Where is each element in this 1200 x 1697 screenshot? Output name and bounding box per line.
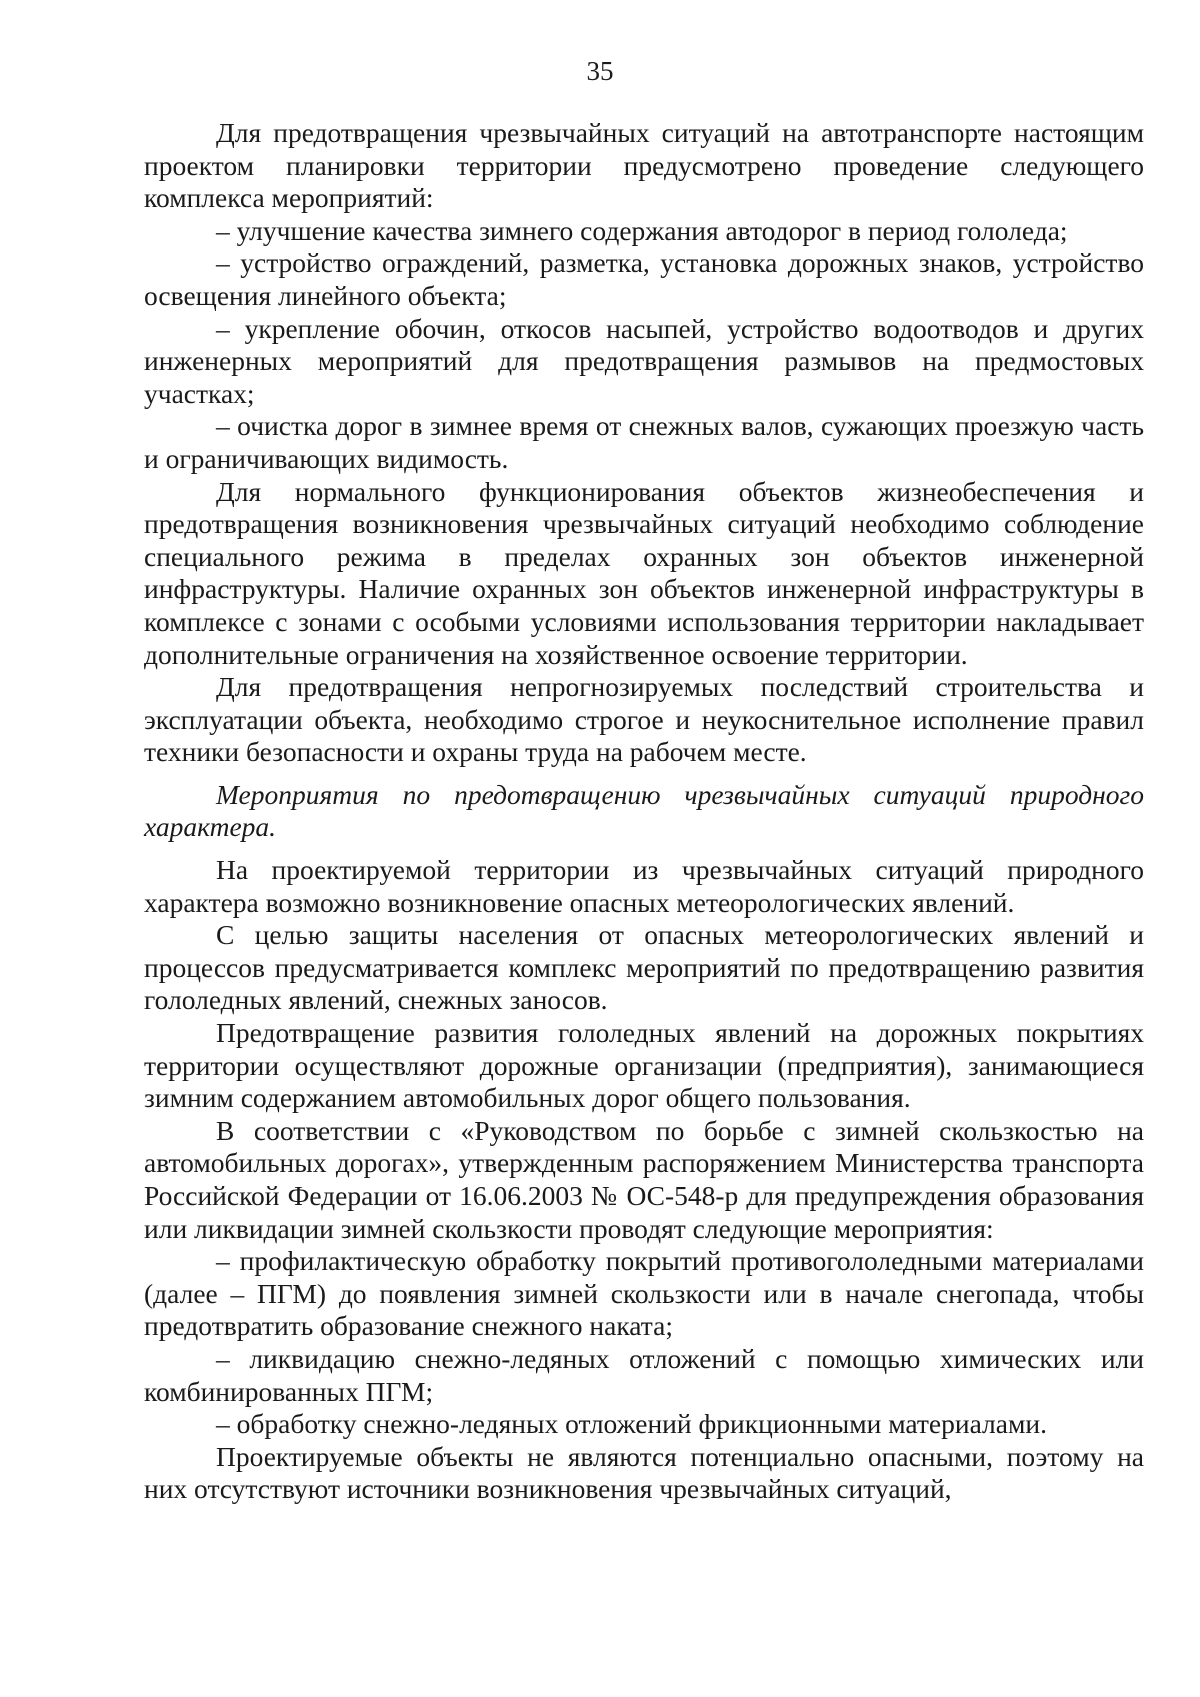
list-item: – профилактическую обработку покрытий противогололедными материалами (далее – ПГМ) до появления зимней скользкости или в начале снегопада, чтобы предотвратить образование снежного наката;: [144, 1245, 1144, 1342]
paragraph: Проектируемые объекты не являются потенциально опасными, поэтому на них отсутствуют источники возникновения чрезвычайных ситуаций,: [144, 1440, 1144, 1505]
document-body: [144, 117, 1144, 1506]
page-number: 35: [586, 56, 614, 86]
paragraph: На проектируемой территории из чрезвычайных ситуаций природного характера возможно возникновение опасных метеорологических явлений.: [144, 854, 1144, 918]
list-item: – улучшение качества зимнего содержания автодорог в период гололеда;: [216, 214, 1068, 246]
paragraph: Для нормального функционирования объектов жизнеобеспечения и предотвращения возникновения чрезвычайных ситуаций необходимо соблюдение специального режима в пределах охранных зон объектов инженерной инфраструктуры. Наличие охранных зон объектов инженерной инфраструктуры в комплексе с зонами с особыми условиями использования территории накладывает дополнительные ограничения на хозяйственное освоение территории.: [144, 475, 1144, 670]
paragraph: Предотвращение развития гололедных явлений на дорожных покрытиях территории осуществляют дорожные организации (предприятия), занимающиеся зимним содержанием автомобильных дорог общего пользования.: [144, 1017, 1144, 1114]
paragraph: С целью защиты населения от опасных метеорологических явлений и процессов предусматривается комплекс мероприятий по предотвращению развития гололедных явлений, снежных заносов.: [144, 919, 1144, 1016]
list-item: – ликвидацию снежно-ледяных отложений с помощью химических или комбинированных ПГМ;: [144, 1342, 1144, 1407]
paragraph: В соответствии с «Руководством по борьбе с зимней скользкостью на автомобильных дорогах», утвержденным распоряжением Министерства транспорта Российской Федерации от 16.06.2003 № ОС-548-р для предупреждения образования или ликвидации зимней скользкости проводят следующие мероприятия:: [144, 1114, 1144, 1244]
list-item: – обработку снежно-ледяных отложений фрикционными материалами.: [216, 1408, 1047, 1440]
list-item: – очистка дорог в зимнее время от снежных валов, сужающих проезжую часть и ограничивающих видимость.: [144, 410, 1144, 474]
list-item: – устройство ограждений, разметка, установка дорожных знаков, устройство освещения линейного объекта;: [144, 247, 1144, 311]
list-item: – укрепление обочин, откосов насыпей, устройство водоотводов и других инженерных мероприятий для предотвращения размывов на предмостовых участках;: [144, 312, 1144, 409]
paragraph-intro: Для предотвращения чрезвычайных ситуаций на автотранспорте настоящим проектом планировки территории предусмотрено проведение следующего комплекса мероприятий:: [144, 117, 1144, 214]
section-heading: Мероприятия по предотвращению чрезвычайных ситуаций природного характера.: [144, 778, 1144, 843]
paragraph: Для предотвращения непрогнозируемых последствий строительства и эксплуатации объекта, необходимо строгое и неукоснительное исполнение правил техники безопасности и охраны труда на рабочем месте.: [144, 671, 1144, 768]
